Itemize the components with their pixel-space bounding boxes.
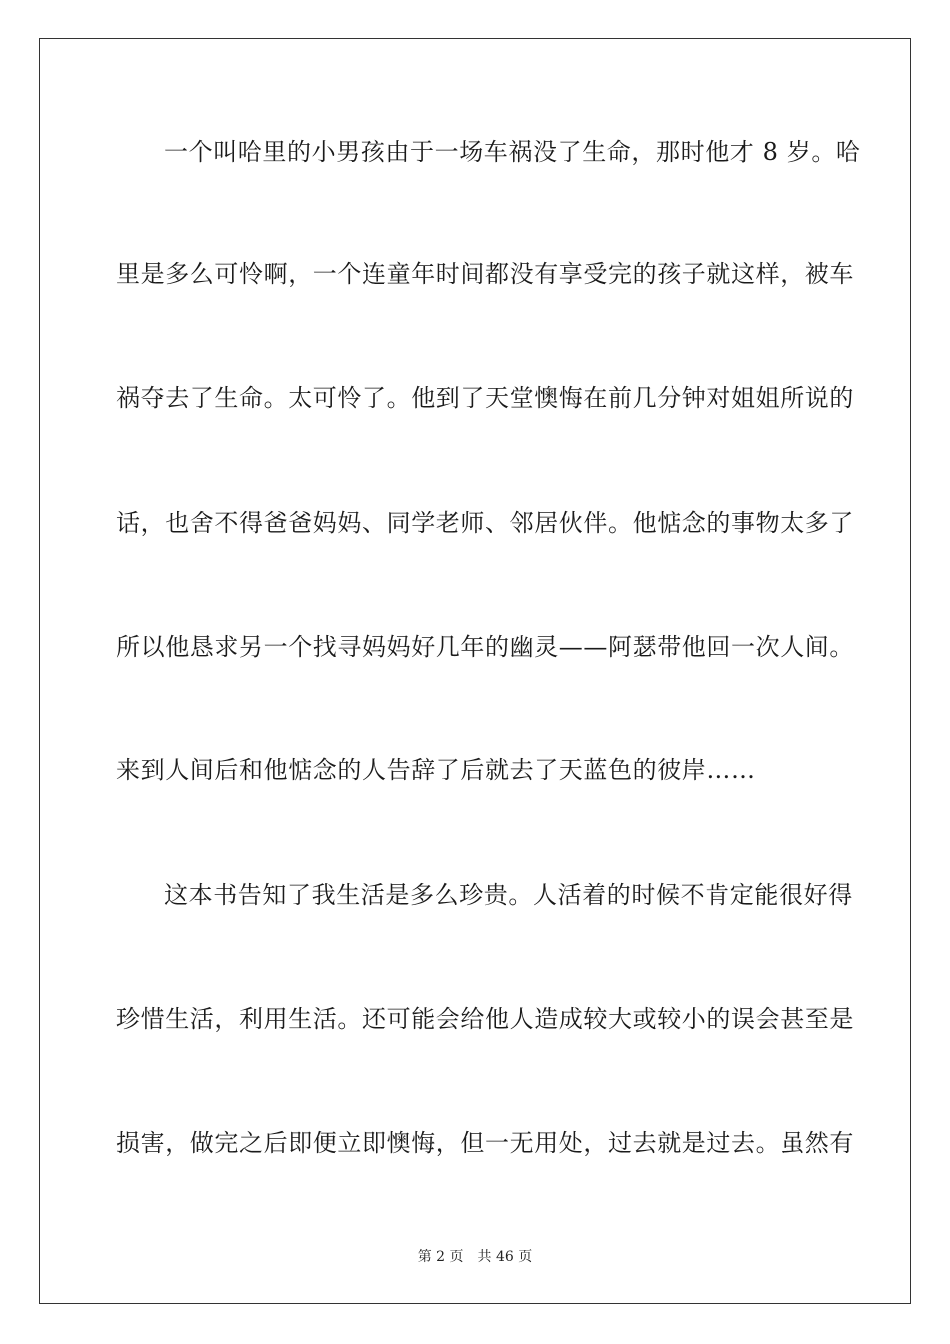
page-footer bbox=[0, 1248, 950, 1266]
paragraph-line: 来到人间后和他惦念的人告辞了后就去了天蓝色的彼岸…… bbox=[116, 756, 756, 784]
paragraph-line: 这本书告知了我生活是多么珍贵。人活着的时候不肯定能很好得 bbox=[164, 881, 853, 909]
page-frame bbox=[39, 38, 911, 1304]
paragraph-line: 话，也舍不得爸爸妈妈、同学老师、邻居伙伴。他惦念的事物太多了 bbox=[116, 509, 854, 537]
paragraph-line: 所以他恳求另一个找寻妈妈好几年的幽灵——阿瑟带他回一次人间。 bbox=[116, 633, 854, 661]
paragraph-line: 祸夺去了生命。太可怜了。他到了天堂懊悔在前几分钟对姐姐所说的 bbox=[116, 384, 854, 412]
paragraph-line: 一个叫哈里的小男孩由于一场车祸没了生命，那时他才 8 岁。哈 bbox=[164, 138, 861, 166]
paragraph-line: 珍惜生活，利用生活。还可能会给他人造成较大或较小的误会甚至是 bbox=[116, 1005, 854, 1033]
page-number: 第 2 页 bbox=[417, 1249, 464, 1265]
paragraph-line: 损害，做完之后即便立即懊悔，但一无用处，过去就是过去。虽然有 bbox=[116, 1129, 854, 1157]
page-total: 共 46 页 bbox=[477, 1249, 533, 1265]
paragraph-line: 里是多么可怜啊，一个连童年时间都没有享受完的孩子就这样，被车 bbox=[116, 260, 854, 288]
